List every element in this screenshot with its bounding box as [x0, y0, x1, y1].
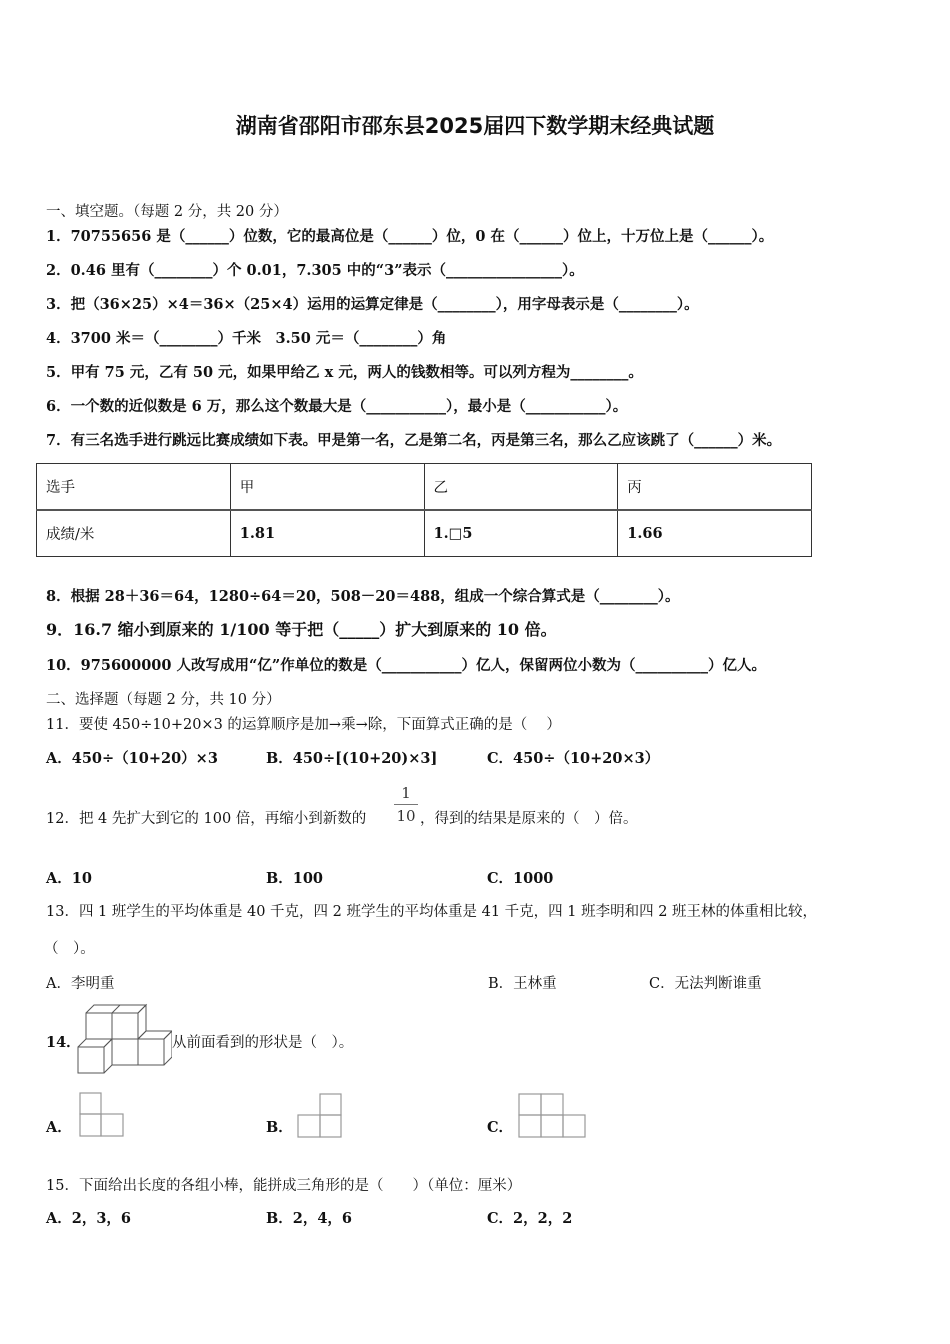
question-2: 2．0.46 里有（________）个 0.01，7.305 中的“3”表示（________________）。 — [46, 262, 584, 279]
fraction-numerator: 1 — [401, 784, 411, 802]
table-cell: 丙 — [618, 464, 812, 511]
q14-option-c-shape[interactable] — [518, 1093, 586, 1139]
cube-stack-figure — [76, 1003, 172, 1077]
table-cell: 1.81 — [230, 510, 424, 557]
question-11: 11．要使 450÷10+20×3 的运算顺序是加→乘→除，下面算式正确的是（ ） — [46, 717, 561, 733]
q12-option-c[interactable]: C．1000 — [487, 870, 554, 887]
question-4: 4．3700 米＝（________）千米 3.50 元＝（________）角 — [46, 330, 447, 347]
table-cell: 1.66 — [618, 510, 812, 557]
q13-option-c[interactable]: C．无法判断谁重 — [649, 976, 762, 992]
q12-option-b[interactable]: B．100 — [266, 870, 324, 887]
q11-option-b[interactable]: B．450÷[(10+20)×3] — [266, 750, 438, 767]
table-cell: 成绩/米 — [37, 510, 231, 557]
question-14-stem: 从前面看到的形状是（ ）。 — [172, 1035, 354, 1051]
q13-option-a[interactable]: A．李明重 — [46, 976, 115, 992]
question-5: 5．甲有 75 元，乙有 50 元，如果甲给乙 x 元，两人的钱数相等。可以列方程为________。 — [46, 364, 643, 381]
fraction-denominator: 10 — [396, 807, 416, 825]
q14-option-c-label[interactable]: C． — [487, 1119, 514, 1136]
question-13-line2: （ ）。 — [44, 941, 95, 957]
question-10: 10．975600000 人改写成用“亿”作单位的数是（___________）亿人，保留两位小数为（__________）亿人。 — [46, 657, 766, 674]
question-12-stem: 12．把 4 先扩大到它的 100 倍，再缩小到新数的 — [46, 811, 367, 827]
q11-option-c[interactable]: C．450÷（10+20×3） — [487, 750, 660, 767]
question-13-line1: 13．四 1 班学生的平均体重是 40 千克，四 2 班学生的平均体重是 41 千克，四 1 班李明和四 2 班王林的体重相比较， — [46, 904, 818, 920]
question-7: 7．有三名选手进行跳远比赛成绩如下表。甲是第一名，乙是第二名，丙是第三名，那么乙应该跳了（______）米。 — [46, 432, 782, 449]
table-row — [37, 510, 812, 557]
question-15: 15．下面给出长度的各组小棒，能拼成三角形的是（ ）（单位：厘米） — [46, 1178, 522, 1194]
q14-option-a-label[interactable]: A． — [46, 1119, 72, 1136]
q14-option-b-shape[interactable] — [297, 1093, 343, 1139]
q15-option-c[interactable]: C．2，2，2 — [487, 1210, 573, 1227]
fraction-one-tenth — [393, 784, 419, 825]
question-6: 6．一个数的近似数是 6 万，那么这个数最大是（___________），最小是（___________）。 — [46, 398, 628, 415]
table-cell: 甲 — [230, 464, 424, 511]
question-3: 3．把（36×25）×4＝36×（25×4）运用的运算定律是（________），用字母表示是（________）。 — [46, 296, 699, 313]
q14-option-a-shape[interactable] — [79, 1092, 125, 1138]
q12-option-a[interactable]: A．10 — [46, 870, 92, 887]
q13-option-b[interactable]: B．王林重 — [488, 976, 557, 992]
table-cell: 乙 — [424, 464, 618, 511]
q11-option-a[interactable]: A．450÷（10+20）×3 — [46, 750, 218, 767]
question-1: 1．70755656 是（______）位数，它的最高位是（______）位，0 在（______）位上，十万位上是（______）。 — [46, 228, 774, 245]
section-heading-fill-in: 一、填空题。（每题 2 分，共 20 分） — [46, 204, 288, 220]
table-cell: 选手 — [37, 464, 231, 511]
question-9: 9．16.7 缩小到原来的 1/100 等于把（_____）扩大到原来的 10 倍。 — [46, 620, 557, 639]
q14-option-b-label[interactable]: B． — [266, 1119, 293, 1136]
table-header-row — [37, 464, 812, 511]
q15-option-b[interactable]: B．2，4，6 — [266, 1210, 353, 1227]
page-title: 湖南省邵阳市邵东县2025届四下数学期末经典试题 — [235, 114, 715, 138]
table-cell: 1.□5 — [424, 510, 618, 557]
question-8: 8．根据 28＋36＝64，1280÷64＝20，508－20＝488，组成一个综合算式是（________）。 — [46, 588, 680, 605]
score-table — [36, 463, 812, 557]
question-12-stem-after: ，得到的结果是原来的（ ）倍。 — [420, 811, 638, 827]
section-heading-choice: 二、选择题（每题 2 分，共 10 分） — [46, 692, 281, 708]
question-14-number: 14． — [46, 1034, 81, 1051]
fraction-bar — [394, 804, 418, 805]
q15-option-a[interactable]: A．2，3，6 — [46, 1210, 132, 1227]
